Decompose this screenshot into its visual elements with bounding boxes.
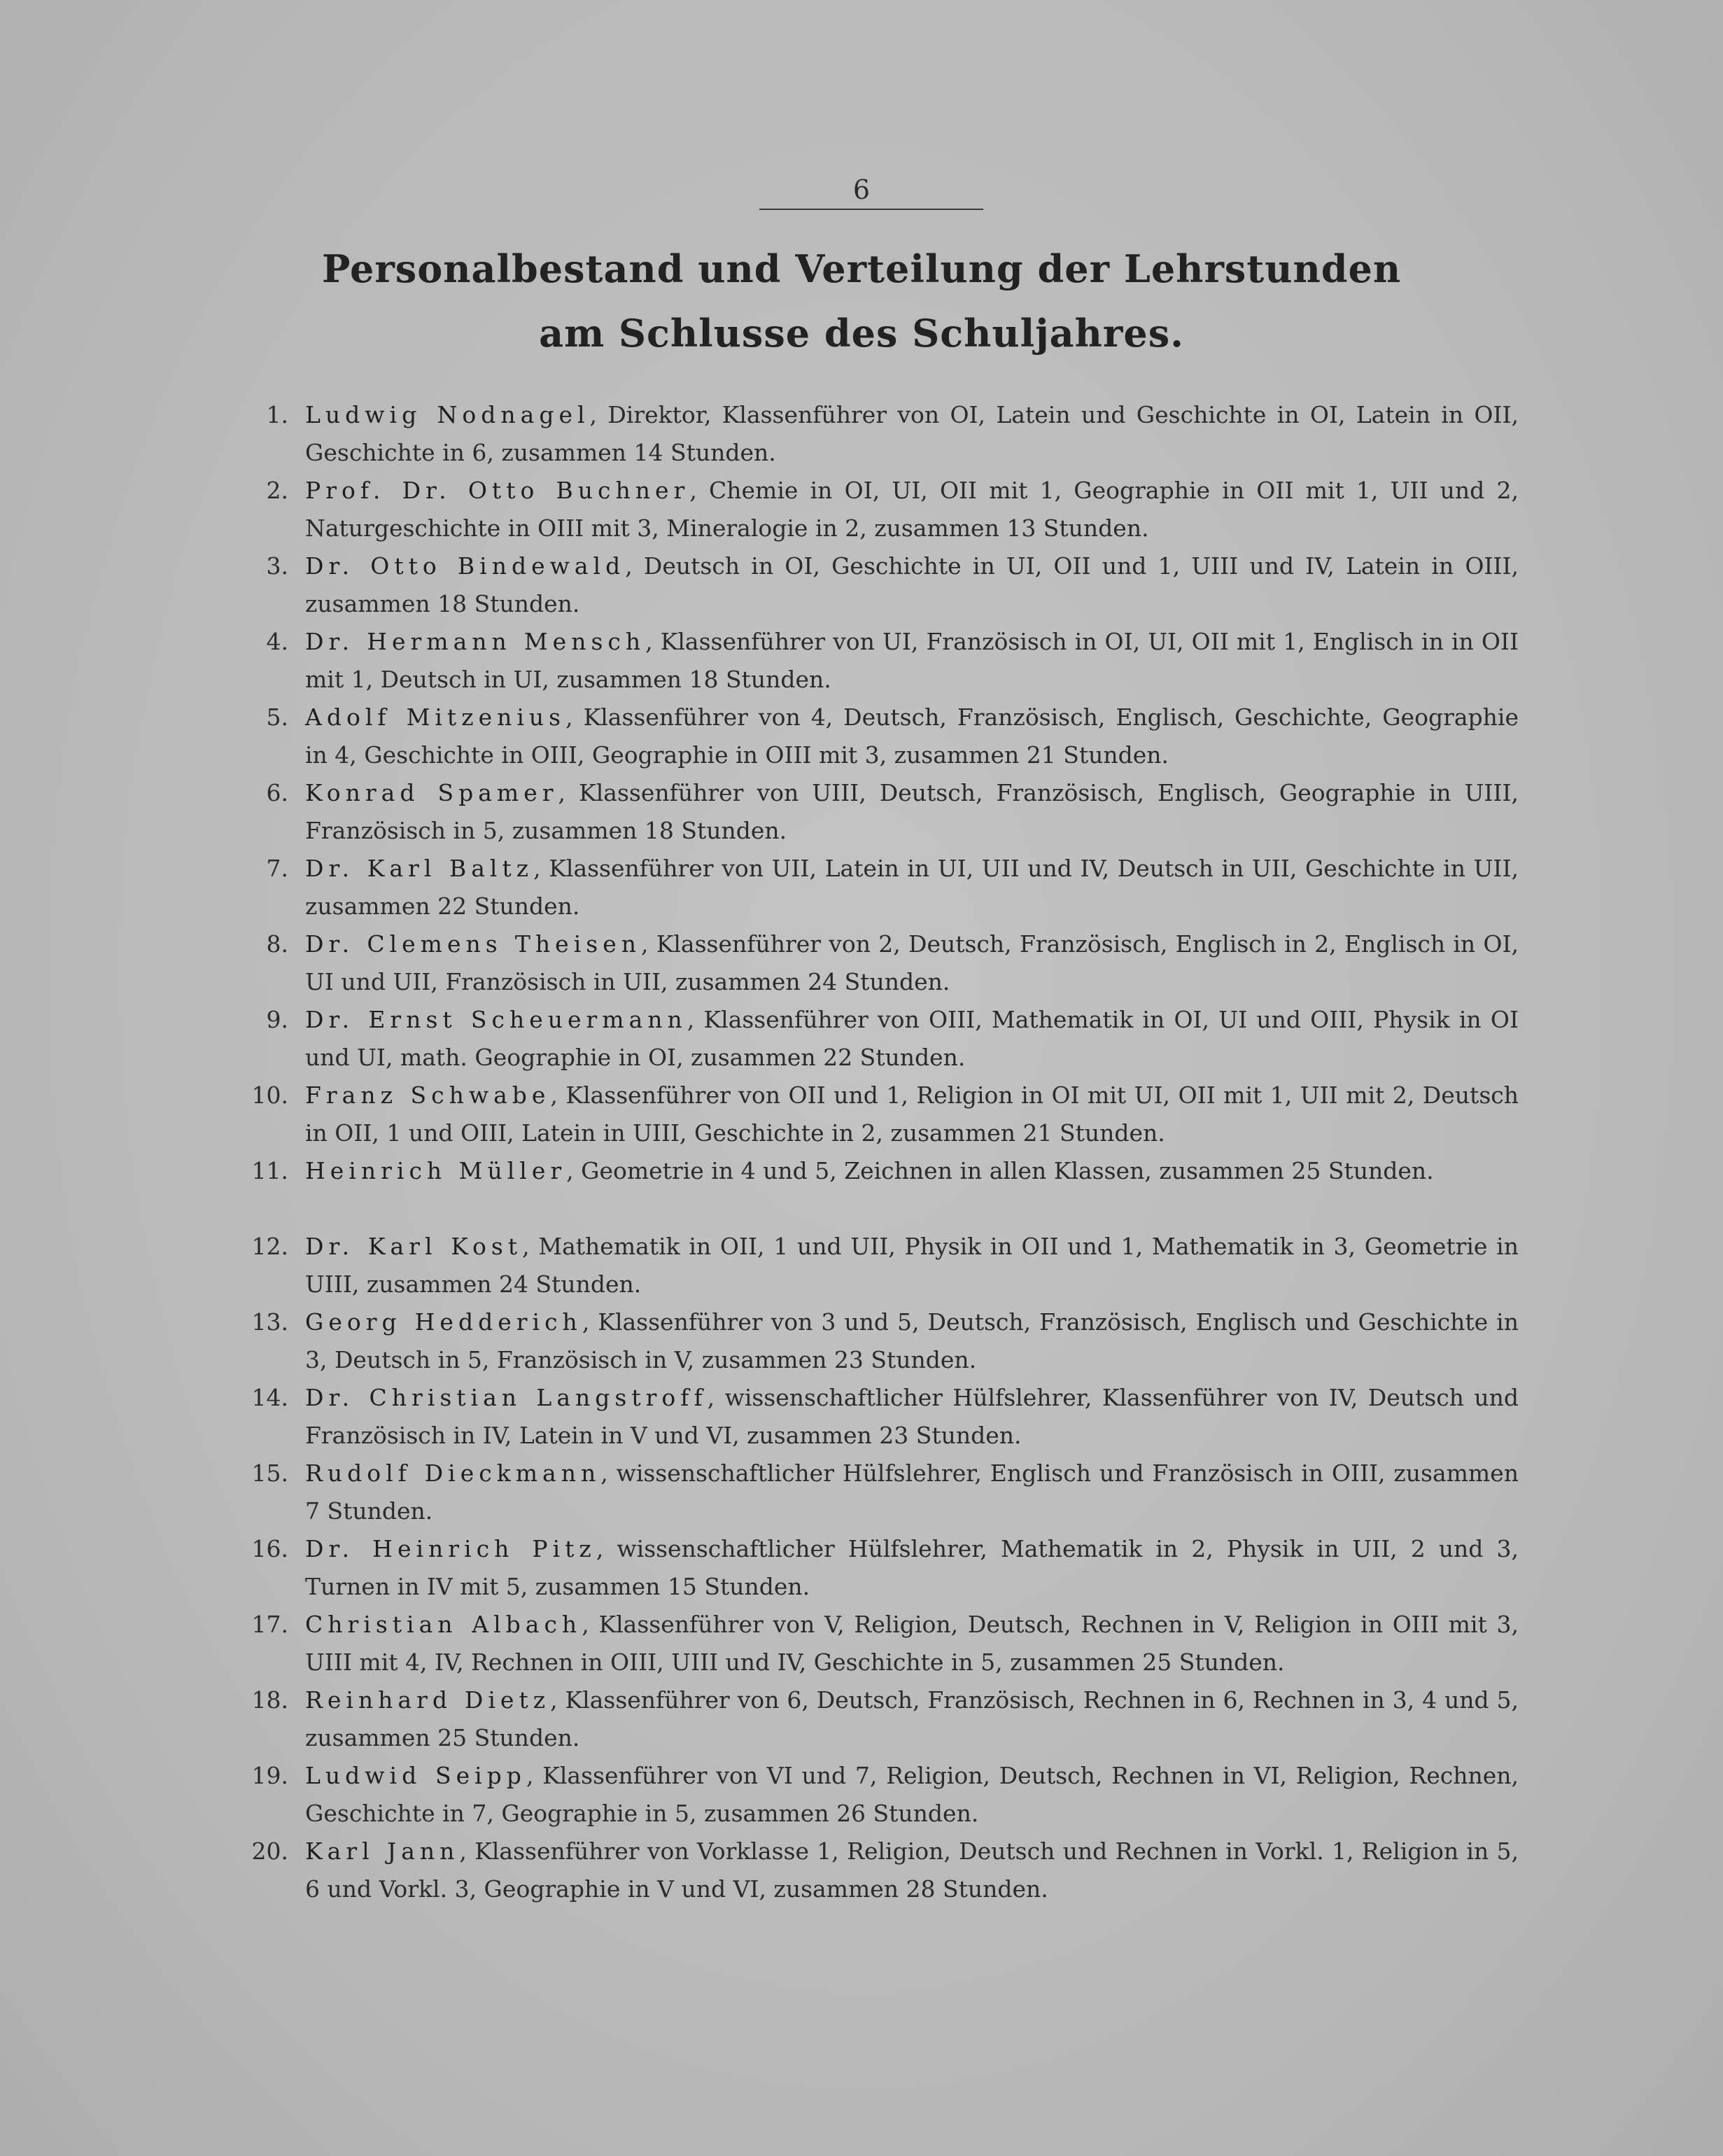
- entry-description: , Klassenführer von UII, Latein in UI, UII und IV, Deutsch in UII, Geschichte in UII, zusammen 22 Stunden.: [305, 855, 1519, 920]
- entry-text: [288, 396, 1519, 472]
- header-rule: [759, 209, 983, 210]
- entry-text: [288, 1379, 1519, 1455]
- entry-description: , Klassenführer von VI und 7, Religion, Deutsch, Rechnen in VI, Religion, Rechnen, Geschichte in 7, Geographie in 5, zusammen 26 Stunden.: [305, 1762, 1519, 1827]
- entry-number: 11.: [251, 1157, 288, 1184]
- entry-description: , Klassenführer von UI, Französisch in OI, UI, OII mit 1, Englisch in in OII mit 1, Deutsch in UI, zusammen 18 Stunden.: [305, 628, 1519, 693]
- entry-name: Dr. Heinrich Pitz: [305, 1535, 596, 1562]
- entry-number: 6.: [266, 779, 288, 806]
- entry-name: Christian Albach: [305, 1611, 582, 1638]
- list-item: [231, 396, 1519, 472]
- page-number: 6: [852, 174, 871, 205]
- entry-description: , Klassenführer von OIII, Mathematik in OI, UI und OIII, Physik in OI und UI, math. Geographie in OI, zusammen 22 Stunden.: [305, 1006, 1519, 1071]
- entry-text: [288, 623, 1519, 699]
- list-item: [231, 1455, 1519, 1530]
- entry-description: , Klassenführer von 3 und 5, Deutsch, Französisch, Englisch und Geschichte in 3, Deutsch in 5, Französisch in V, zusammen 23 Stunden.: [305, 1308, 1519, 1373]
- title-line-1: Personalbestand und Verteilung der Lehrstunden: [321, 246, 1402, 291]
- entry-description: , Mathematik in OII, 1 und UII, Physik in OII und 1, Mathematik in 3, Geometrie in UIII, zusammen 24 Stunden.: [305, 1233, 1519, 1298]
- list-item: [231, 1228, 1519, 1303]
- entry-text: [288, 1152, 1519, 1190]
- entry-name: Konrad Spamer: [305, 779, 558, 806]
- entry-text: [288, 850, 1519, 925]
- list-item: [231, 774, 1519, 850]
- list-item: [231, 1757, 1519, 1833]
- list-item: [231, 925, 1519, 1001]
- entry-name: Prof. Dr. Otto Buchner: [305, 477, 690, 504]
- entry-name: Reinhard Dietz: [305, 1686, 551, 1714]
- entry-number: 9.: [266, 1006, 288, 1033]
- entry-number: 18.: [251, 1686, 288, 1714]
- entry-description: , wissenschaftlicher Hülfslehrer, Englisch und Französisch in OIII, zusammen 7 Stunden.: [305, 1460, 1519, 1525]
- list-item: [231, 1077, 1519, 1152]
- entry-description: , Klassenführer von V, Religion, Deutsch, Rechnen in V, Religion in OIII mit 3, UIII mit 4, IV, Rechnen in OIII, UIII und IV, Geschichte in 5, zusammen 25 Stunden.: [305, 1611, 1519, 1676]
- list-item: [231, 1606, 1519, 1681]
- entry-text: [288, 1077, 1519, 1152]
- list-item: [231, 547, 1519, 623]
- entry-number: 2.: [266, 477, 288, 504]
- entry-name: Dr. Karl Baltz: [305, 855, 534, 882]
- entry-name: Franz Schwabe: [305, 1082, 551, 1109]
- list-item: [231, 1379, 1519, 1455]
- entry-text: [288, 1001, 1519, 1077]
- entry-description: , Klassenführer von 6, Deutsch, Französisch, Rechnen in 6, Rechnen in 3, 4 und 5, zusammen 25 Stunden.: [305, 1686, 1519, 1751]
- entry-number: 12.: [251, 1233, 288, 1260]
- entry-name: Dr. Hermann Mensch: [305, 628, 646, 655]
- entry-name: Ludwig Nodnagel: [305, 401, 590, 428]
- entry-name: Ludwid Seipp: [305, 1762, 526, 1789]
- entry-number: 14.: [251, 1384, 288, 1411]
- entry-text: [288, 472, 1519, 547]
- entry-number: 16.: [251, 1535, 288, 1562]
- entry-text: [288, 1681, 1519, 1757]
- entry-name: Dr. Ernst Scheuermann: [305, 1006, 687, 1033]
- entry-description: , wissenschaftlicher Hülfslehrer, Klassenführer von IV, Deutsch und Französisch in IV, Latein in V und VI, zusammen 23 Stunden.: [305, 1384, 1519, 1449]
- entry-text: [288, 1303, 1519, 1379]
- entry-text: [288, 699, 1519, 774]
- entry-text: [288, 774, 1519, 850]
- entry-description: , Deutsch in OI, Geschichte in UI, OII und 1, UIII und IV, Latein in OIII, zusammen 18 Stunden.: [305, 552, 1519, 617]
- entry-description: , wissenschaftlicher Hülfslehrer, Mathematik in 2, Physik in UII, 2 und 3, Turnen in IV mit 5, zusammen 15 Stunden.: [305, 1535, 1519, 1600]
- entry-number: 17.: [251, 1611, 288, 1638]
- list-item: [231, 623, 1519, 699]
- entry-text: [288, 925, 1519, 1001]
- entry-name: Heinrich Müller: [305, 1157, 567, 1184]
- list-item: [231, 1001, 1519, 1077]
- entry-description: , Klassenführer von Vorklasse 1, Religion, Deutsch und Rechnen in Vorkl. 1, Religion in 5, 6 und Vorkl. 3, Geographie in V und VI, zusammen 28 Stunden.: [305, 1837, 1519, 1903]
- entry-name: Dr. Clemens Theisen: [305, 930, 641, 958]
- entry-number: 8.: [266, 930, 288, 958]
- entry-name: Dr. Otto Bindewald: [305, 552, 626, 580]
- entry-text: [288, 547, 1519, 623]
- entry-description: , Klassenführer von OII und 1, Religion in OI mit UI, OII mit 1, UII mit 2, Deutsch in OII, 1 und OIII, Latein in UIII, Geschichte in 2, zusammen 21 Stunden.: [305, 1082, 1519, 1147]
- entry-text: [288, 1228, 1519, 1303]
- list-item: [231, 1303, 1519, 1379]
- list-item: [231, 850, 1519, 925]
- list-item: [231, 699, 1519, 774]
- entry-name: Dr. Karl Kost: [305, 1233, 523, 1260]
- entry-name: Dr. Christian Langstroff: [305, 1384, 708, 1411]
- entry-description: , Klassenführer von 4, Deutsch, Französisch, Englisch, Geschichte, Geographie in 4, Geschichte in OIII, Geographie in OIII mit 3, zusammen 21 Stunden.: [305, 704, 1519, 769]
- entry-text: [288, 1455, 1519, 1530]
- entry-description: , Direktor, Klassenführer von OI, Latein und Geschichte in OI, Latein in OII, Geschichte in 6, zusammen 14 Stunden.: [305, 401, 1519, 466]
- entry-number: 3.: [266, 552, 288, 580]
- entry-number: 1.: [266, 401, 288, 428]
- entry-number: 15.: [251, 1460, 288, 1487]
- entry-name: Georg Hedderich: [305, 1308, 582, 1336]
- entry-name: Rudolf Dieckmann: [305, 1460, 601, 1487]
- list-item: [231, 1833, 1519, 1908]
- entry-number: 4.: [266, 628, 288, 655]
- entry-number: 5.: [266, 704, 288, 731]
- entry-name: Karl Jann: [305, 1837, 460, 1865]
- list-item: [231, 1681, 1519, 1757]
- entry-number: 10.: [251, 1082, 288, 1109]
- entry-text: [288, 1833, 1519, 1908]
- entry-number: 7.: [266, 855, 288, 882]
- list-item: [231, 1530, 1519, 1606]
- entry-description: , Klassenführer von UIII, Deutsch, Französisch, Englisch, Geographie in UIII, Französisch in 5, zusammen 18 Stunden.: [305, 779, 1519, 844]
- list-item: [231, 472, 1519, 547]
- entry-number: 19.: [251, 1762, 288, 1789]
- entry-description: , Geometrie in 4 und 5, Zeichnen in allen Klassen, zusammen 25 Stunden.: [566, 1157, 1434, 1184]
- list-item: [231, 1152, 1519, 1228]
- entry-description: , Chemie in OI, UI, OII mit 1, Geographie in OII mit 1, UII und 2, Naturgeschichte in OIII mit 3, Mineralogie in 2, zusammen 13 Stunden.: [305, 477, 1519, 542]
- entry-name: Adolf Mitzenius: [305, 704, 566, 731]
- title-line-2: am Schlusse des Schuljahres.: [539, 311, 1184, 356]
- entry-description: , Klassenführer von 2, Deutsch, Französisch, Englisch in 2, Englisch in OI, UI und UII, Französisch in UII, zusammen 24 Stunden.: [305, 930, 1519, 995]
- entry-text: [288, 1530, 1519, 1606]
- entry-text: [288, 1606, 1519, 1681]
- entry-number: 13.: [251, 1308, 288, 1336]
- entry-number: 20.: [251, 1837, 288, 1865]
- entry-text: [288, 1757, 1519, 1833]
- staff-list: [231, 396, 1519, 1908]
